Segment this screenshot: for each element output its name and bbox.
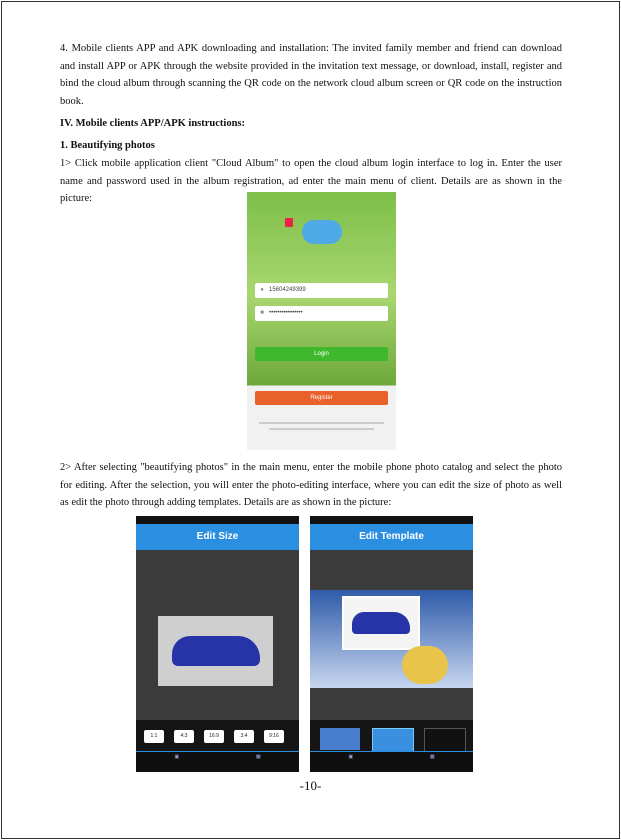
password-field xyxy=(255,306,388,321)
photo-frame xyxy=(342,596,420,650)
footer-text-line xyxy=(259,422,384,424)
username-field xyxy=(255,283,388,298)
username-value: 15604249399 xyxy=(269,287,306,293)
cartoon-decoration xyxy=(402,646,448,684)
paragraph-beautify: 2> After selecting "beautifying photos" in the main menu, enter the mobile phone photo catalog and select the photo for editing. After the selection, you will enter the photo-editing interface, where you can edit the size of photo as well as edit the photo through adding templates. Details are as shown in the picture: xyxy=(60,462,562,508)
paragraph-login: 1> Click mobile application client "Cloud Album" to open the cloud album login interface to log in. Enter the user name and password used in the album registration, ad enter the main menu of client. Details are as shown in the picture: xyxy=(60,158,562,204)
template-thumbnail xyxy=(320,728,360,750)
size-option: 4:3 xyxy=(174,730,194,743)
edit-size-title: Edit Size xyxy=(136,524,299,550)
size-option: 3:4 xyxy=(234,730,254,743)
size-option: 16:9 xyxy=(204,730,224,743)
template-icon: ▩ xyxy=(429,755,435,760)
cloud-logo-icon xyxy=(302,220,342,244)
photo-frame xyxy=(158,616,273,686)
register-button: Register xyxy=(255,391,388,405)
template-thumbnail xyxy=(372,728,414,752)
page-number: -10- xyxy=(299,778,322,793)
login-button: Login xyxy=(255,347,388,361)
sub-heading: 1. Beautifying photos xyxy=(60,140,155,151)
status-bar xyxy=(310,516,473,524)
password-value: •••••••••••••••• xyxy=(269,310,303,316)
paragraph-app-install: 4. Mobile clients APP and APK downloading and installation: The invited family member and friend can download and install APP or APK through the website provided in the invitation text message, or download, install, register and bind the cloud album through scanning the QR code on the network cloud album screen or QR code on the instruction book. xyxy=(60,43,562,107)
crop-icon: ▣ xyxy=(348,755,354,760)
bottom-nav xyxy=(136,751,299,772)
template-thumbnail xyxy=(424,728,466,752)
size-option: 1:1 xyxy=(144,730,164,743)
bottom-nav xyxy=(310,751,473,772)
car-photo xyxy=(352,612,410,634)
section-heading: IV. Mobile clients APP/APK instructions: xyxy=(60,118,246,129)
car-photo xyxy=(172,636,260,666)
edit-size-screenshot xyxy=(136,516,299,772)
user-icon: ● xyxy=(260,287,264,293)
photo-tile-icon xyxy=(285,218,293,227)
bottom-toolbar xyxy=(136,720,299,772)
edit-template-title: Edit Template xyxy=(310,524,473,550)
bottom-toolbar xyxy=(310,720,473,772)
footer-text-line xyxy=(269,428,374,430)
login-screenshot xyxy=(247,192,396,450)
size-option: 9:16 xyxy=(264,730,284,743)
crop-icon: ▣ xyxy=(174,755,180,760)
status-bar xyxy=(136,516,299,524)
edit-template-screenshot xyxy=(310,516,473,772)
template-icon: ▩ xyxy=(255,755,261,760)
template-background xyxy=(310,590,473,688)
lock-icon: ■ xyxy=(260,310,264,316)
